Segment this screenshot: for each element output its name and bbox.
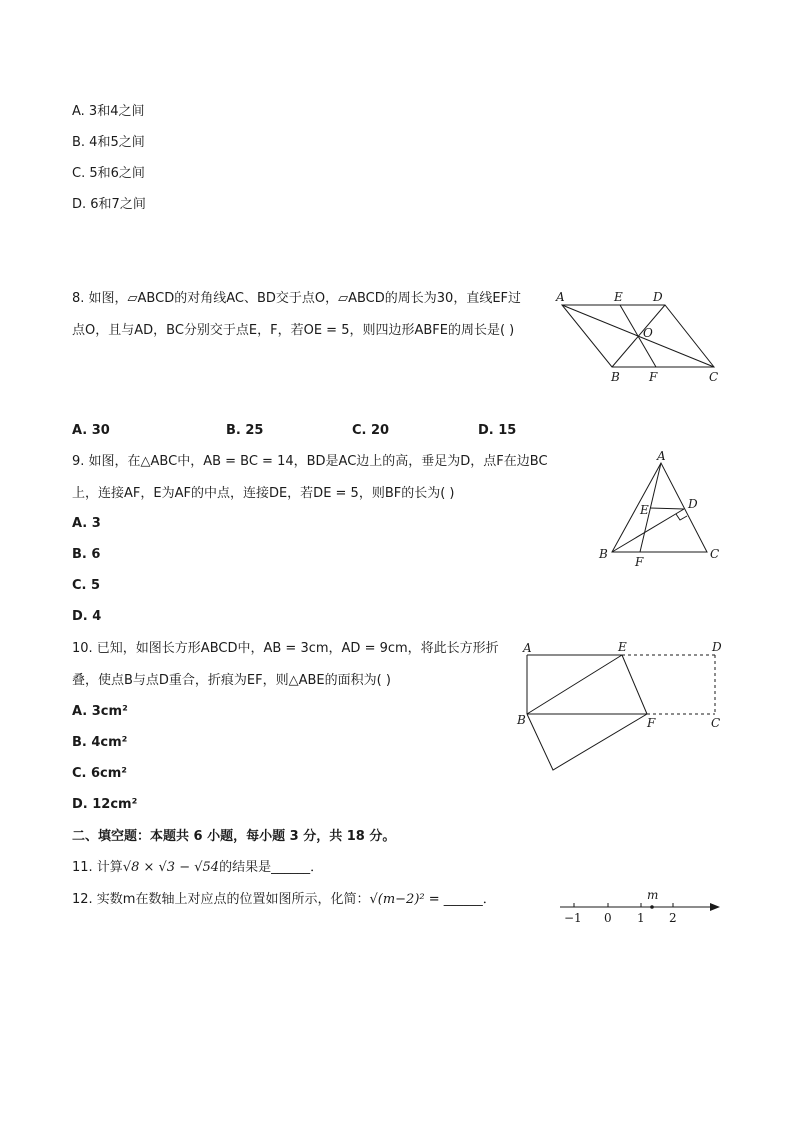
q12-point-m	[650, 905, 654, 909]
q9-label-e: E	[640, 503, 649, 517]
q8-stem-line1: 8. 如图，▱ABCD的对角线AC、BD交于点O，▱ABCD的周长为30，直线EF过	[72, 291, 522, 306]
q10-crease-ef	[622, 655, 647, 714]
q10-option-c: C. 6cm²	[72, 766, 127, 781]
q9-right-angle-mark	[676, 514, 687, 520]
q10-label-a: A	[523, 641, 532, 655]
q10-option-a: A. 3cm²	[72, 704, 128, 719]
q8-label-b: B	[611, 370, 620, 384]
q11-suffix: 的结果是______．	[219, 860, 324, 875]
q9-label-f: F	[635, 555, 644, 569]
q10-figure-folded-rectangle	[515, 640, 730, 780]
q8-figure-parallelogram	[550, 285, 730, 385]
q12-suffix: = ______．	[424, 892, 496, 907]
q8-option-a: A. 30	[72, 423, 110, 438]
q11-expression: √8 × √3 − √54	[122, 860, 220, 875]
q12-number-line	[560, 888, 725, 928]
q10-folded-flap	[527, 714, 647, 770]
q9-label-b: B	[599, 547, 608, 561]
q7-option-d: D. 6和7之间	[72, 197, 146, 212]
q8-label-d: D	[653, 290, 663, 304]
section2-title: 二、填空题：本题共 6 小题，每小题 3 分，共 18 分。	[72, 829, 396, 844]
q8-label-a: A	[556, 290, 565, 304]
q12-expression: √(m−2)²	[369, 892, 425, 907]
q9-option-b: B. 6	[72, 547, 101, 562]
q12-stem	[72, 892, 496, 908]
q9-label-a: A	[657, 449, 666, 463]
q8-stem-line2: 点O，且与AD，BC分别交于点E，F，若OE = 5，则四边形ABFE的周长是( )	[72, 323, 515, 338]
q8-option-b: B. 25	[226, 423, 264, 438]
q10-option-b: B. 4cm²	[72, 735, 128, 750]
q10-label-e: E	[618, 640, 627, 654]
q10-label-b: B	[517, 713, 526, 727]
q10-label-d: D	[712, 640, 722, 654]
q12-point-label-m: m	[647, 888, 659, 902]
q7-option-c: C. 5和6之间	[72, 166, 145, 181]
q10-option-d: D. 12cm²	[72, 797, 138, 812]
q9-figure-triangle	[595, 450, 725, 570]
q8-option-d: D. 15	[478, 423, 517, 438]
q11-prefix: 11. 计算	[72, 860, 123, 875]
q9-option-d: D. 4	[72, 609, 102, 624]
q9-label-d: D	[688, 497, 698, 511]
q12-tick-label-1: 1	[637, 911, 645, 925]
q12-tick-label-neg1: −1	[564, 911, 582, 925]
q9-option-c: C. 5	[72, 578, 101, 593]
q9-label-c: C	[710, 547, 720, 561]
q8-label-e: E	[614, 290, 623, 304]
q12-text: 12. 实数m在数轴上对应点的位置如图所示，化简：	[72, 892, 370, 907]
q12-tick-label-2: 2	[669, 911, 677, 925]
q11-stem	[72, 860, 323, 876]
q9-stem-line1: 9. 如图，在△ABC中，AB = BC = 14，BD是AC边上的高，垂足为D，点F在边BC	[72, 454, 548, 469]
q9-option-a: A. 3	[72, 516, 101, 531]
q10-label-f: F	[647, 716, 656, 730]
q7-option-b: B. 4和5之间	[72, 135, 145, 150]
q8-label-f: F	[649, 370, 658, 384]
q9-segment-de	[650, 508, 684, 509]
q8-option-c: C. 20	[352, 423, 390, 438]
q10-stem-line2: 叠，使点B与点D重合，折痕为EF，则△ABE的面积为( )	[72, 673, 391, 688]
q10-label-c: C	[711, 716, 721, 730]
q8-label-o: O	[643, 326, 653, 340]
q10-stem-line1: 10. 已知，如图长方形ABCD中，AB = 3cm，AD = 9cm，将此长方形折	[72, 641, 499, 656]
q9-stem-line2: 上，连接AF，E为AF的中点，连接DE，若DE = 5，则BF的长为( )	[72, 486, 455, 501]
q7-option-a: A. 3和4之间	[72, 104, 145, 119]
q12-tick-label-0: 0	[604, 911, 612, 925]
q12-axis-arrow-icon	[710, 903, 720, 911]
q8-label-c: C	[709, 370, 719, 384]
q10-segment-be	[527, 655, 622, 714]
